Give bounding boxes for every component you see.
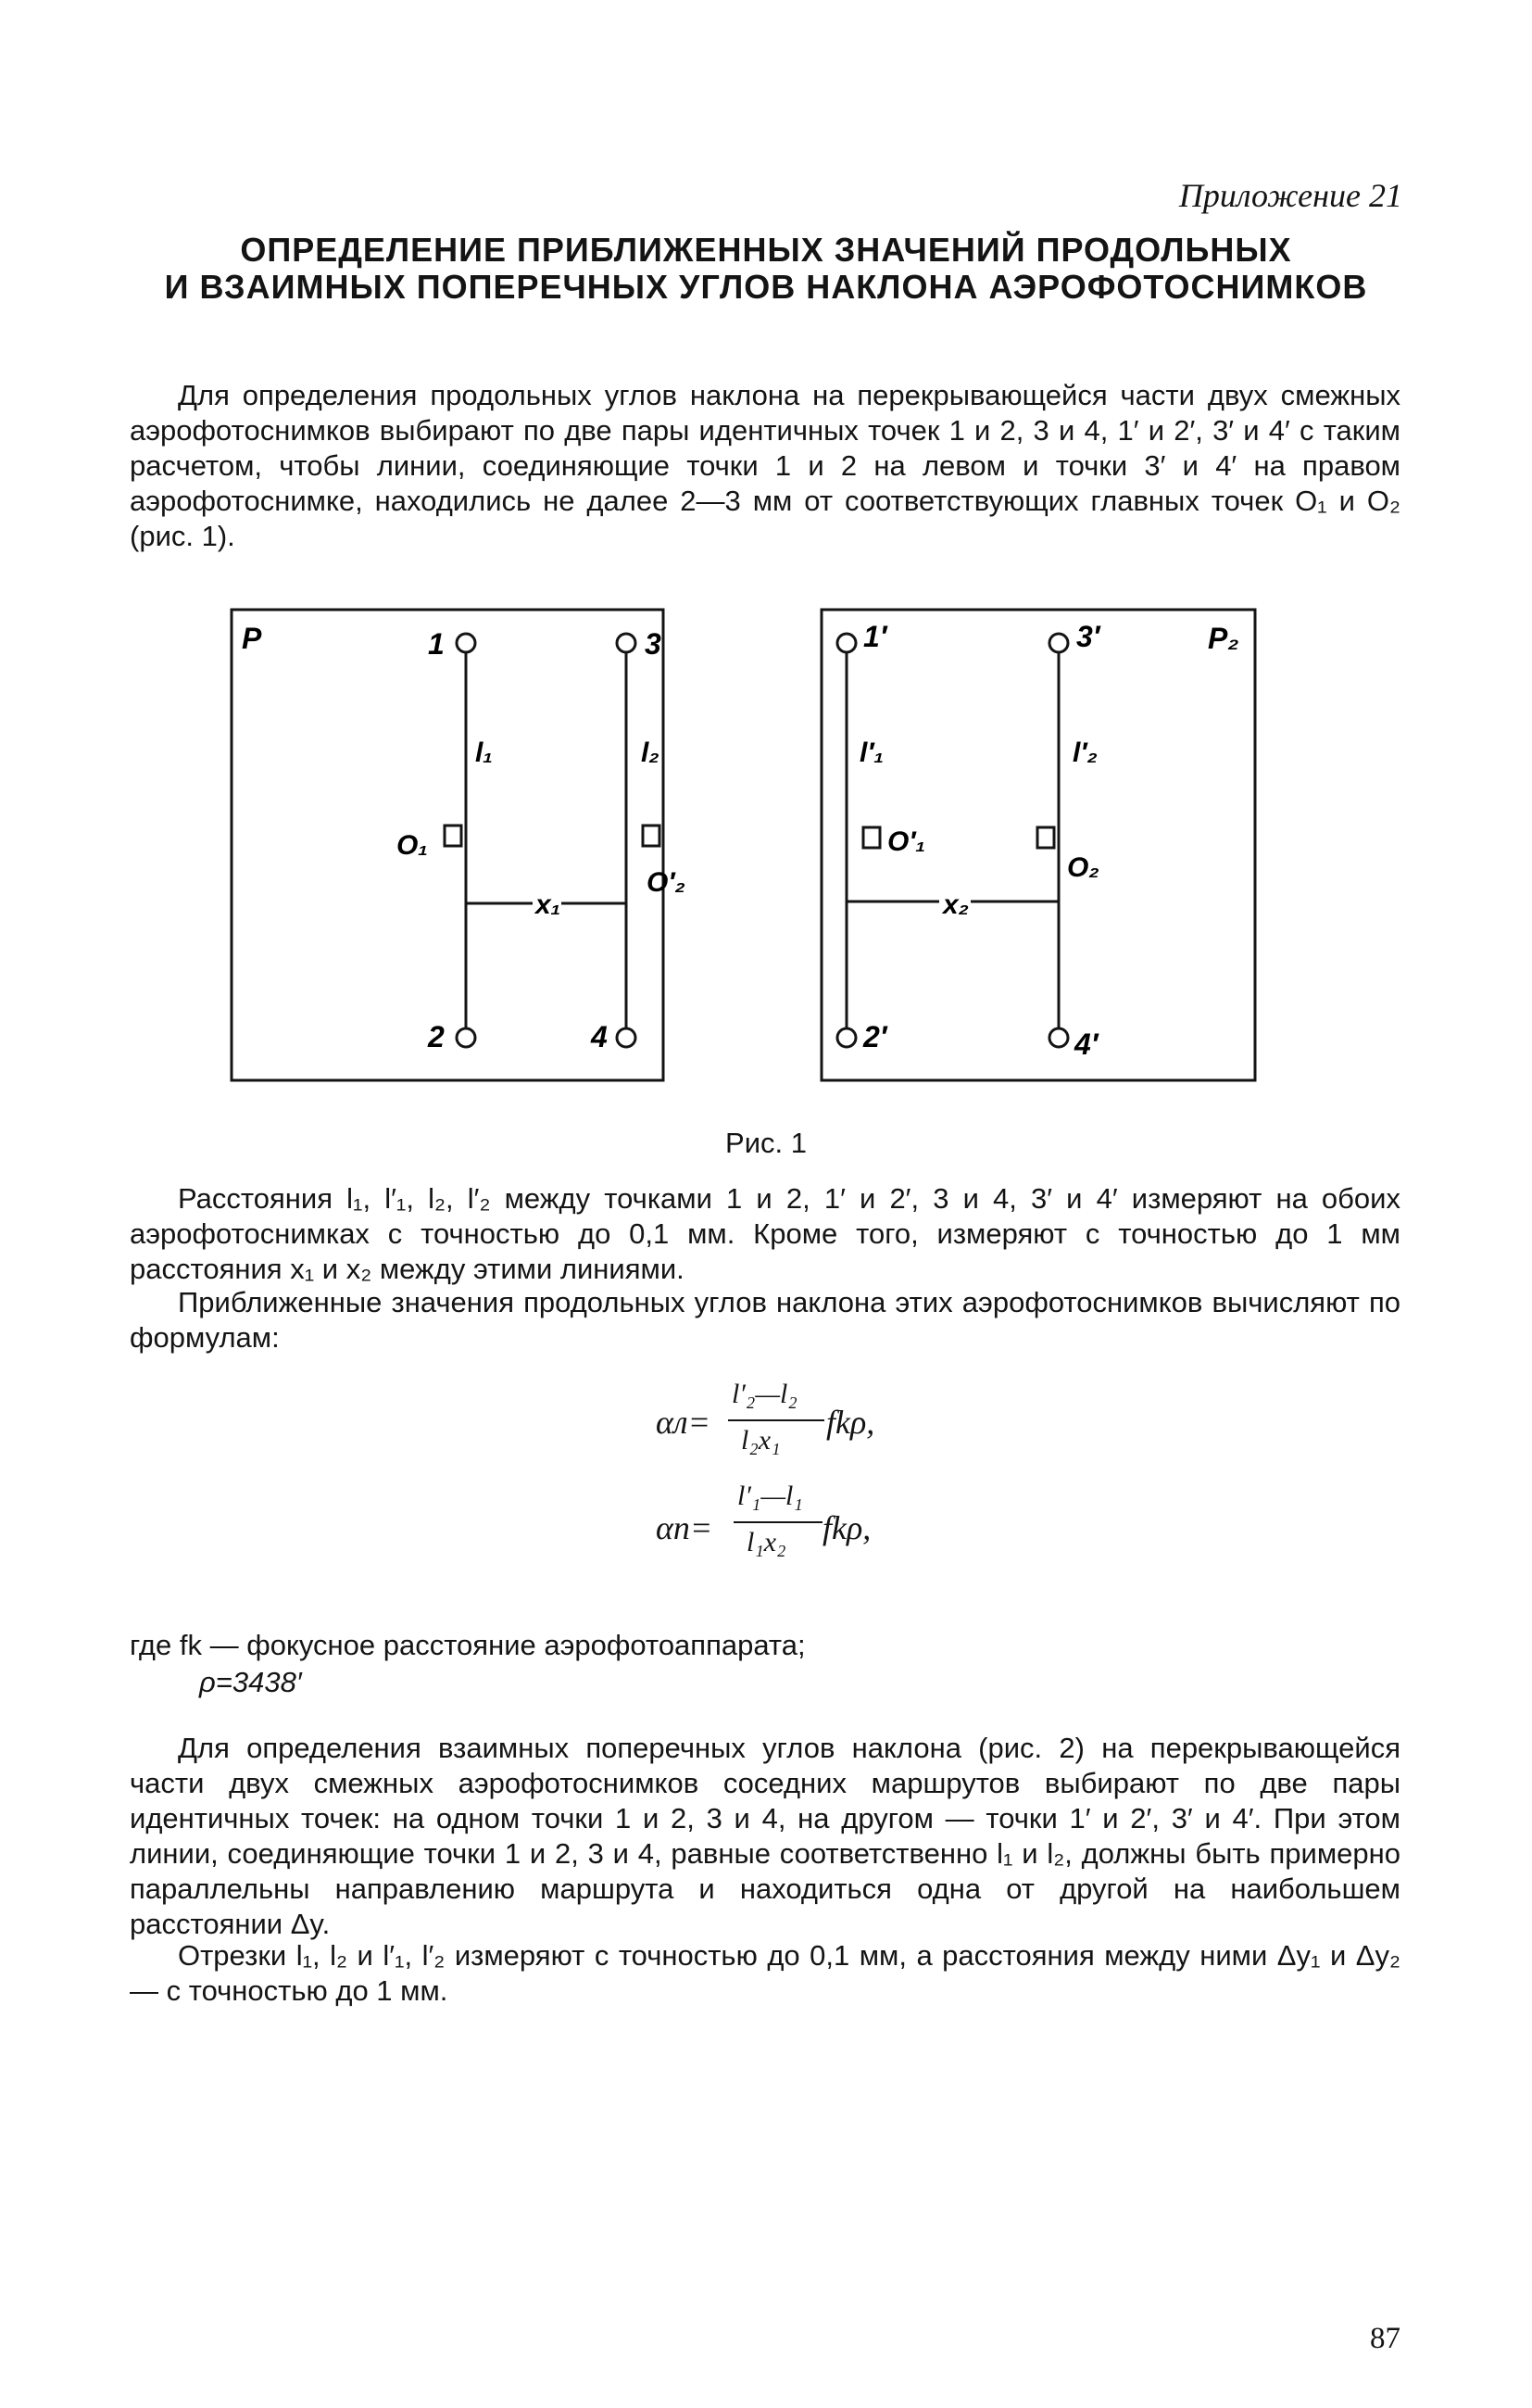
formula-1-numerator: l′₂—l₂ xyxy=(732,1379,797,1409)
o2-prime-marker xyxy=(643,826,659,846)
where-block xyxy=(130,1627,806,1701)
paragraph-2: Расстояния l₁, l′₁, l₂, l′₂ между точками 1 и 2, 1′ и 2′, 3 и 4, 3′ и 4′ измеряют на обоих аэрофотоснимках с точностью до 0,1 мм. Кроме того, измеряют с точностью до 1 мм расстояния x₁ и x₂ между этими линиями. xyxy=(130,1182,1400,1285)
appendix-label: Приложение 21 xyxy=(1178,177,1402,214)
where-line-1: где fk — фокусное расстояние аэрофотоаппарата; xyxy=(130,1629,806,1661)
paragraph-5: Отрезки l₁, l₂ и l′₁, l′₂ измеряют с точностью до 0,1 мм, а расстояния между ними Δy₁ и Δy₂ — с точностью до 1 мм. xyxy=(130,1939,1400,2007)
point-4 xyxy=(617,1028,635,1047)
paragraph-1: Для определения продольных углов наклона на перекрывающейся части двух смежных аэрофотоснимков выбирают по две пары идентичных точек 1 и 2, 3 и 4, 1′ и 2′, 3′ и 4′ с таким расчетом, чтобы линии, соединяющие точки 1 и 2 на левом и точки 3′ и 4′ на правом аэрофотоснимке, находились не далее 2—3 мм от соответствующих главных точек O₁ и O₂ (рис. 1). xyxy=(130,379,1400,552)
title-line-2: И ВЗАИМНЫХ ПОПЕРЕЧНЫХ УГЛОВ НАКЛОНА АЭРОФОТОСНИМКОВ xyxy=(164,268,1368,306)
point-2 xyxy=(457,1028,475,1047)
o1-marker xyxy=(445,826,461,846)
l2-prime-label: l′₂ xyxy=(1073,738,1098,768)
figure-1 xyxy=(0,0,1532,1112)
paragraph-4: Для определения взаимных поперечных углов наклона (рис. 2) на перекрывающейся части двух смежных аэрофотоснимков соседних маршрутов выбирают по две пары идентичных точек: на одном точки 1 и 2, 3 и 4, на другом — точки 1′ и 2′, 3′ и 4′. При этом линии, соединяющие точки 1 и 2, 3 и 4, равные соответственно l₁ и l₂, должны быть примерно параллельны направлению маршрута и находиться одна от другой на наибольшем расстоянии Δy. xyxy=(130,1732,1400,1940)
figure-caption: Рис. 1 xyxy=(725,1127,807,1159)
o2-marker xyxy=(1037,827,1054,848)
point-3-label: 3 xyxy=(645,627,661,661)
point-4-label: 4 xyxy=(591,1020,608,1053)
x2-label: x₂ xyxy=(943,889,970,920)
formula-2-lhs: αп= xyxy=(656,1509,713,1546)
point-4-prime-label: 4′ xyxy=(1074,1027,1099,1061)
formula-2-numerator: l′₁—l₁ xyxy=(737,1481,803,1511)
point-3 xyxy=(617,634,635,652)
page-number: 87 xyxy=(1370,2322,1400,2355)
l1-label: l₁ xyxy=(475,738,493,768)
right-frame-label: P₂ xyxy=(1208,622,1239,655)
l2-label: l₂ xyxy=(641,738,659,768)
point-1 xyxy=(457,634,475,652)
x1-label: x₁ xyxy=(535,889,561,920)
point-2-prime xyxy=(837,1028,856,1047)
left-frame-label: P xyxy=(242,622,262,655)
point-4-prime xyxy=(1049,1028,1068,1047)
point-2-prime-label: 2′ xyxy=(863,1020,887,1053)
formula-2-tail: fkρ, xyxy=(823,1509,872,1546)
formula-1-tail: fkρ, xyxy=(826,1404,875,1441)
o1-label: O₁ xyxy=(396,830,428,861)
title-line-1: ОПРЕДЕЛЕНИЕ ПРИБЛИЖЕННЫХ ЗНАЧЕНИЙ ПРОДОЛЬНЫХ xyxy=(240,231,1292,269)
point-3-prime xyxy=(1049,634,1068,652)
point-3-prime-label: 3′ xyxy=(1076,620,1100,653)
o2-label: O₂ xyxy=(1067,852,1099,883)
formula-2-denominator: l₁x₂ xyxy=(747,1527,786,1557)
formula-1-denominator: l₂x₁ xyxy=(741,1425,781,1456)
point-1-prime-label: 1′ xyxy=(863,620,887,653)
point-1-prime xyxy=(837,634,856,652)
l1-prime-label: l′₁ xyxy=(860,738,885,768)
point-2-label: 2 xyxy=(428,1020,445,1053)
where-line-2: ρ=3438′ xyxy=(199,1666,302,1698)
o1-prime-label: O′₁ xyxy=(887,826,926,857)
o2-prime-label: O′₂ xyxy=(647,867,685,898)
o1-prime-marker xyxy=(863,827,880,848)
point-1-label: 1 xyxy=(428,627,445,661)
paragraph-3: Приближенные значения продольных углов наклона этих аэрофотоснимков вычисляют по формулам: xyxy=(130,1286,1400,1354)
formula-1-lhs: αл= xyxy=(656,1404,710,1441)
